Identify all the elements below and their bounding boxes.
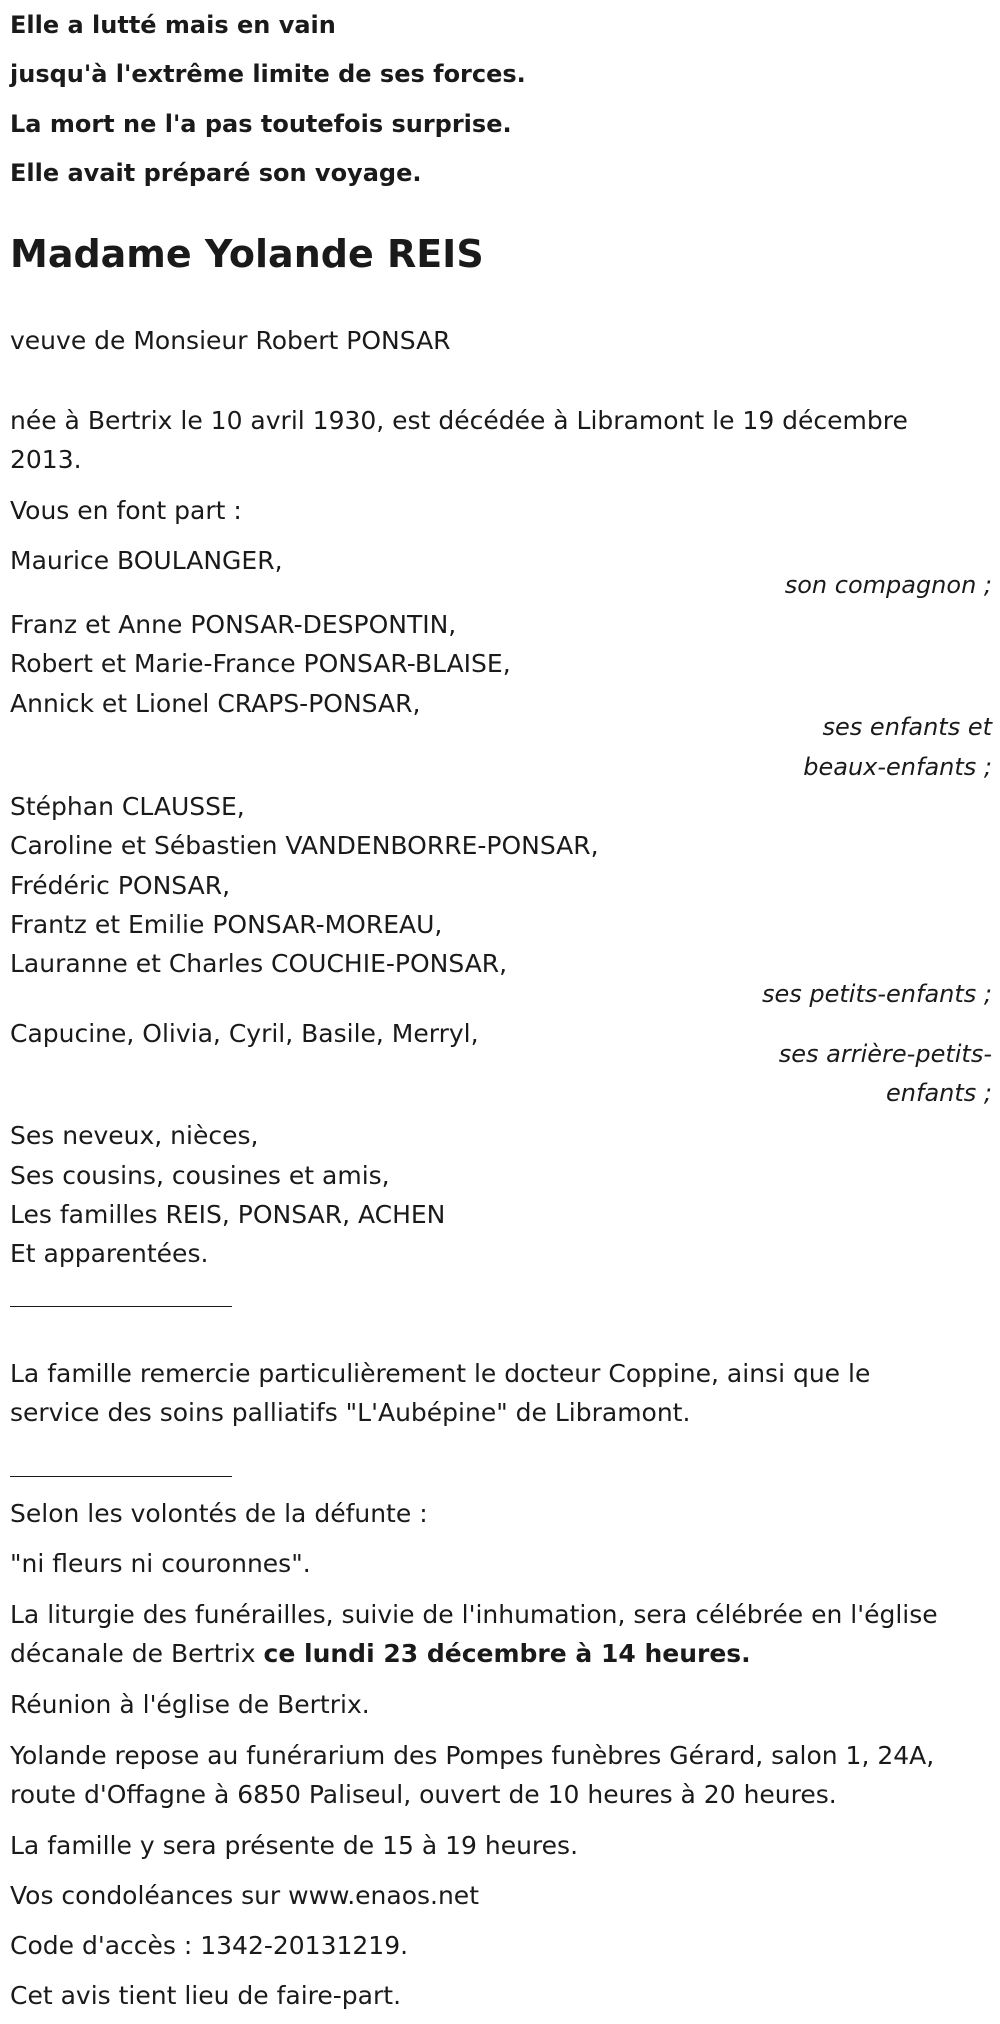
children-relation: ses enfants et — [822, 713, 992, 741]
thanks-line: service des soins palliatifs "L'Aubépine" de Libramont. — [10, 1398, 691, 1427]
grandchild-name: Frantz et Emilie PONSAR-MOREAU, — [10, 910, 443, 939]
poem-line: La mort ne l'a pas toutefois surprise. — [10, 110, 512, 138]
wishes-intro: Selon les volontés de la défunte : — [10, 1499, 428, 1528]
poem-line: jusqu'à l'extrême limite de ses forces. — [10, 60, 526, 88]
birth-death-line: 2013. — [10, 445, 82, 474]
great-grandchildren-relation: enfants ; — [886, 1079, 992, 1107]
great-grandchildren-names: Capucine, Olivia, Cyril, Basile, Merryl, — [10, 1019, 479, 1048]
child-name: Franz et Anne PONSAR-DESPONTIN, — [10, 610, 457, 639]
funeral-location: décanale de Bertrix — [10, 1639, 264, 1668]
funeral-date: ce lundi 23 décembre à 14 heures. — [263, 1639, 751, 1668]
access-code: Code d'accès : 1342-20131219. — [10, 1931, 409, 1960]
companion-name: Maurice BOULANGER, — [10, 546, 283, 575]
notice: Cet avis tient lieu de faire-part. — [10, 1981, 402, 2010]
other-relatives: Et apparentées. — [10, 1239, 209, 1268]
grandchild-name: Lauranne et Charles COUCHIE-PONSAR, — [10, 949, 508, 978]
other-relatives: Ses neveux, nièces, — [10, 1121, 259, 1150]
other-relatives: Ses cousins, cousines et amis, — [10, 1161, 390, 1190]
divider — [10, 1306, 232, 1307]
thanks-line: La famille remercie particulièrement le docteur Coppine, ainsi que le — [10, 1359, 871, 1388]
children-relation: beaux-enfants ; — [803, 753, 992, 781]
meeting: Réunion à l'église de Bertrix. — [10, 1690, 370, 1719]
poem-line: Elle avait préparé son voyage. — [10, 159, 422, 187]
wishes: "ni fleurs ni couronnes". — [10, 1549, 311, 1578]
deceased-name: Madame Yolande REIS — [10, 232, 484, 276]
rest-line: Yolande repose au funérarium des Pompes funèbres Gérard, salon 1, 24A, — [10, 1741, 935, 1770]
child-name: Robert et Marie-France PONSAR-BLAISE, — [10, 649, 511, 678]
grandchild-name: Frédéric PONSAR, — [10, 871, 231, 900]
widow-of: veuve de Monsieur Robert PONSAR — [10, 326, 451, 355]
birth-death-line: née à Bertrix le 10 avril 1930, est décédée à Libramont le 19 décembre — [10, 406, 908, 435]
announcers-intro: Vous en font part : — [10, 496, 242, 525]
divider — [10, 1476, 232, 1477]
grandchild-name: Stéphan CLAUSSE, — [10, 792, 245, 821]
rest-line: route d'Offagne à 6850 Paliseul, ouvert de 10 heures à 20 heures. — [10, 1780, 837, 1809]
condolences: Vos condoléances sur www.enaos.net — [10, 1881, 479, 1910]
grandchildren-relation: ses petits-enfants ; — [761, 980, 992, 1008]
family-presence: La famille y sera présente de 15 à 19 heures. — [10, 1831, 579, 1860]
funeral-line: La liturgie des funérailles, suivie de l'inhumation, sera célébrée en l'église — [10, 1600, 938, 1629]
grandchild-name: Caroline et Sébastien VANDENBORRE-PONSAR, — [10, 831, 599, 860]
poem-line: Elle a lutté mais en vain — [10, 11, 336, 39]
child-name: Annick et Lionel CRAPS-PONSAR, — [10, 689, 421, 718]
great-grandchildren-relation: ses arrière-petits- — [778, 1040, 992, 1068]
funeral-line — [10, 1635, 751, 1673]
other-relatives: Les familles REIS, PONSAR, ACHEN — [10, 1200, 446, 1229]
companion-relation: son compagnon ; — [784, 571, 992, 599]
